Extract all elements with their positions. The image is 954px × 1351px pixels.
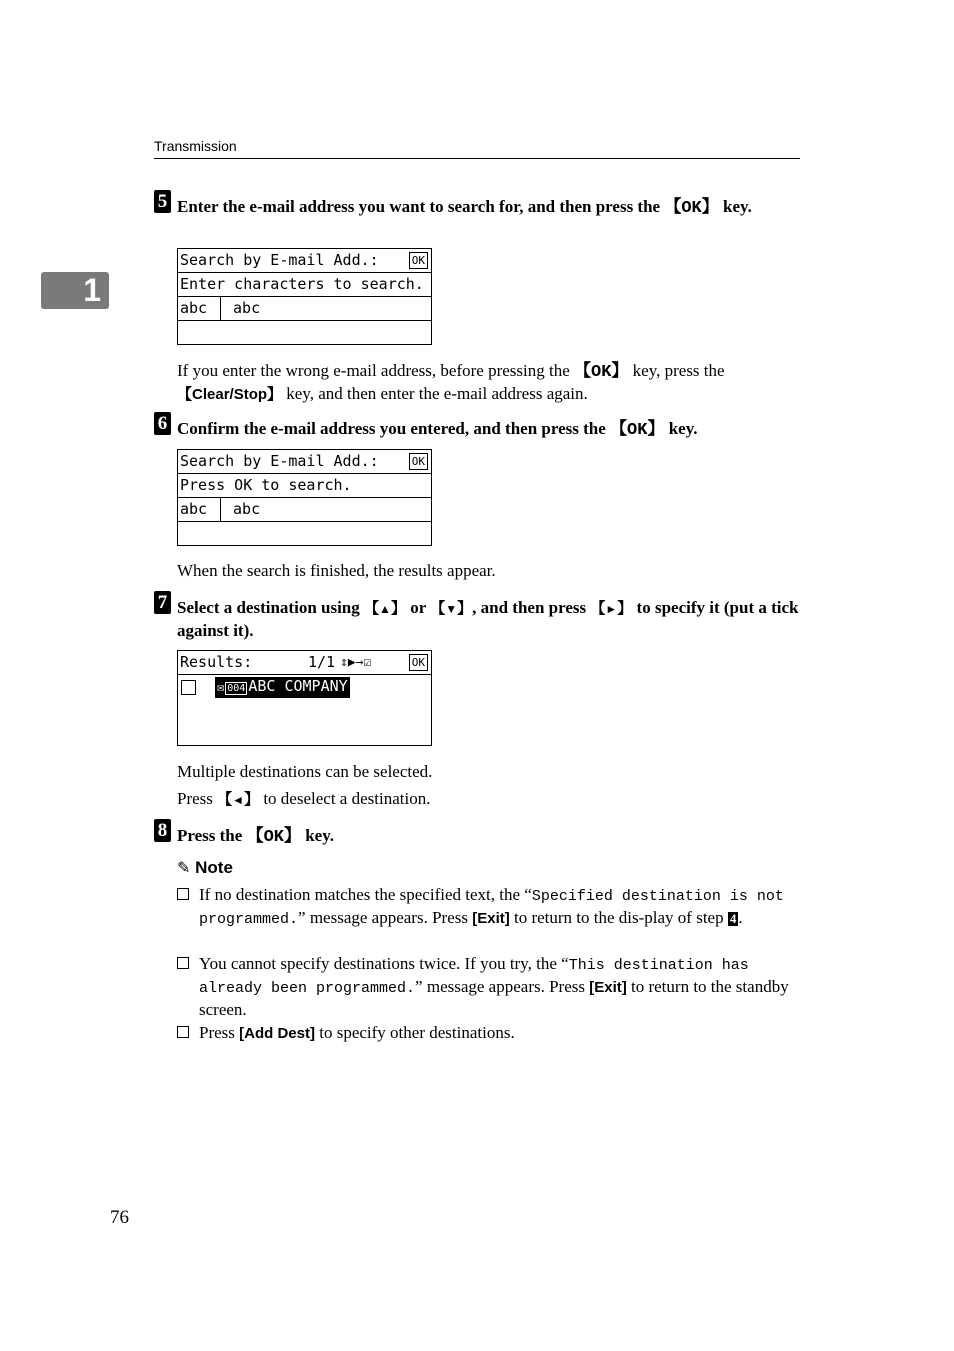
lcd-result-count: 1/1: [308, 653, 336, 671]
lcd-message: Press OK to search.: [180, 476, 352, 494]
lcd-input-mode: abc: [178, 297, 221, 320]
lcd-title: Search by E-mail Add.:: [180, 251, 379, 269]
step-instruction: [177, 418, 800, 441]
step-text: key.: [718, 197, 752, 216]
key-text: OK: [591, 363, 612, 382]
para-text: Press: [177, 789, 218, 808]
paragraph: [177, 360, 800, 405]
checkbox-bullet-icon: [177, 888, 189, 900]
lcd-screen: [177, 650, 432, 746]
note-text: Press: [199, 1023, 240, 1042]
paragraph: When the search is finished, the results appear.: [177, 561, 496, 580]
para-text: key, press the: [628, 361, 725, 380]
lcd-input-row: [178, 498, 431, 522]
note-text: You cannot specify destinations twice. If you try, the “: [199, 954, 569, 973]
lcd-title-row: [178, 651, 431, 675]
clear-stop-key-label: 【Clear/Stop】: [177, 386, 283, 403]
exit-key-label: [Exit]: [472, 910, 510, 927]
ok-key-label: 【OK】: [246, 828, 301, 847]
para-text: If you enter the wrong e-mail address, before pressing the: [177, 361, 575, 380]
note-text: to specify other destinations.: [314, 1023, 515, 1042]
key-text: ◄: [232, 793, 245, 807]
page-number: 76: [110, 1207, 129, 1228]
header-rule: [154, 158, 800, 159]
note-message: Specified destination is not programmed.: [199, 888, 784, 928]
step-text: Confirm the e-mail address you entered, and then press the: [177, 419, 611, 438]
lcd-screen: [177, 449, 432, 546]
note-text: to return to the standby screen.: [199, 977, 789, 1019]
lcd-ok-indicator: OK: [409, 453, 428, 470]
key-text: OK: [681, 199, 702, 218]
down-key-label: 【▼】: [430, 600, 473, 617]
right-key-label: 【►】: [590, 600, 633, 617]
lcd-input-value: abc: [233, 500, 261, 518]
lcd-ok-indicator: OK: [409, 654, 428, 671]
lcd-message-row: [178, 273, 431, 297]
step-text: Press the: [177, 826, 247, 845]
checkbox-icon[interactable]: [181, 680, 196, 695]
ok-key-label: 【OK】: [574, 363, 629, 382]
lcd-screen: [177, 248, 432, 345]
email-icon: ✉: [217, 680, 225, 694]
step-instruction: [177, 825, 800, 848]
note-text: .: [738, 908, 743, 927]
note-item: [177, 1022, 800, 1044]
note-title: Note: [195, 858, 233, 877]
key-text: ▲: [379, 602, 391, 616]
step-text: key.: [300, 826, 335, 845]
lcd-title-row: [178, 450, 431, 474]
step-number: 5: [154, 190, 171, 213]
lcd-title: Results:: [180, 653, 253, 671]
para-text: key, and then enter the e-mail address again.: [282, 384, 588, 403]
step-number: 6: [154, 412, 171, 435]
step-text: Select a destination using: [177, 598, 365, 617]
lcd-title: Search by E-mail Add.:: [180, 452, 379, 470]
note-text: If no destination matches the specified text, the “: [199, 885, 532, 904]
paragraph: Multiple destinations can be selected.: [177, 762, 433, 781]
step-text: or: [405, 598, 431, 617]
step-number: 8: [154, 819, 171, 842]
lcd-message-row: [178, 474, 431, 498]
step-text: to specify it (put a tick against it).: [177, 598, 799, 640]
checkbox-bullet-icon: [177, 957, 189, 969]
step-number: 7: [154, 591, 171, 614]
ok-key-label: 【OK】: [610, 421, 665, 440]
up-key-label: 【▲】: [364, 600, 406, 617]
lcd-title-row: [178, 249, 431, 273]
note-item: [177, 953, 800, 1020]
key-text: OK: [263, 828, 284, 847]
step-text: Enter the e-mail address you want to search for, and then press the: [177, 197, 665, 216]
entry-code: 004: [227, 683, 246, 694]
lcd-blank-row: [178, 522, 431, 545]
chapter-tab: [41, 272, 109, 309]
lcd-message: Enter characters to search.: [180, 275, 424, 293]
paragraph: [177, 788, 800, 811]
pencil-icon: ✎: [177, 860, 191, 877]
key-text: ▼: [445, 602, 458, 616]
add-dest-key-label: [Add Dest]: [239, 1025, 315, 1042]
step-instruction: [177, 597, 800, 641]
entry-name: ABC COMPANY: [248, 677, 348, 695]
step-ref-icon: 4: [729, 911, 737, 927]
lcd-nav-symbols: ⇕▶→☑: [340, 655, 372, 670]
chapter-number: 1: [83, 272, 101, 308]
key-text: Clear/Stop: [192, 386, 268, 403]
step-text: key.: [664, 419, 698, 438]
checkbox-bullet-icon: [177, 1026, 189, 1038]
lcd-result-row[interactable]: [178, 675, 431, 699]
lcd-input-value: abc: [233, 299, 261, 317]
note-heading: [177, 858, 233, 878]
note-text: ” message appears. Press: [298, 908, 473, 927]
para-text: to deselect a destination.: [259, 789, 431, 808]
ok-key-label: 【OK】: [664, 199, 719, 218]
step-text: , and then press: [472, 598, 591, 617]
step-instruction: [177, 196, 800, 219]
lcd-ok-indicator: OK: [409, 252, 428, 269]
key-text: ►: [605, 602, 618, 616]
lcd-input-mode: abc: [178, 498, 221, 521]
note-text: ” message appears. Press: [415, 977, 590, 996]
note-text: to return to the dis-play of step: [509, 908, 728, 927]
key-text: OK: [627, 421, 648, 440]
lcd-blank-row: [178, 321, 431, 344]
running-header: Transmission: [154, 138, 237, 154]
lcd-input-row: [178, 297, 431, 321]
exit-key-label: [Exit]: [589, 979, 627, 996]
note-message: This destination has already been programmed.: [199, 957, 749, 997]
left-key-label: 【◄】: [217, 791, 260, 808]
note-item: [177, 884, 800, 930]
selected-entry[interactable]: [215, 677, 350, 698]
